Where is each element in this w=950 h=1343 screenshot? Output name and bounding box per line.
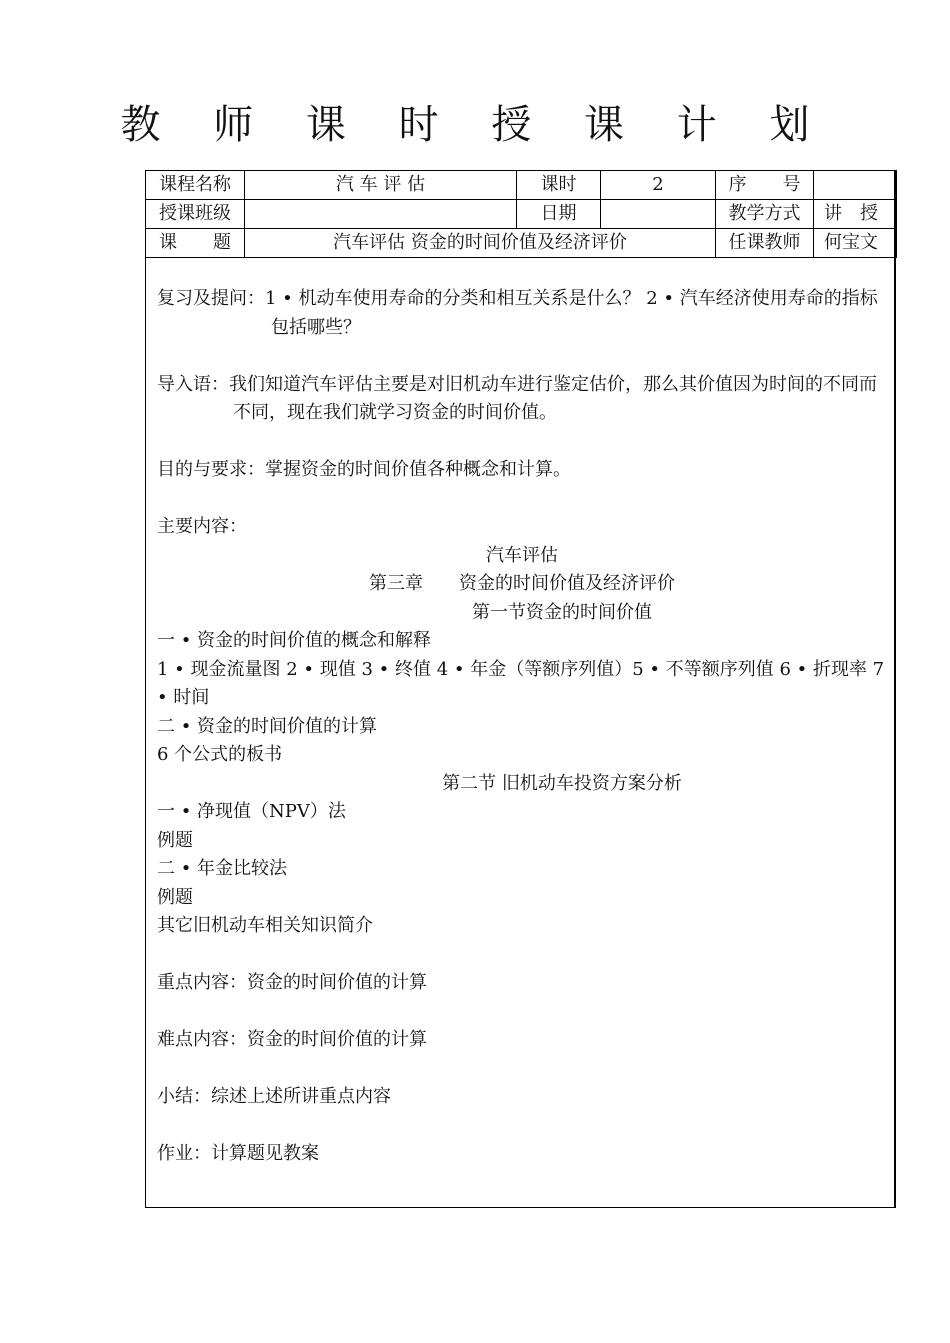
subject-heading: 汽车评估 (486, 544, 558, 566)
topic-label: 课 题 (146, 229, 245, 258)
lesson-content (157, 285, 887, 1169)
annuity-method: 二 • 年金比较法 (157, 858, 288, 879)
class-label: 授课班级 (146, 200, 245, 229)
teacher-label: 任课教师 (716, 229, 814, 258)
method-value: 讲 授 (814, 200, 897, 229)
page-title: 教 师 课 时 授 课 计 划 (120, 102, 830, 148)
summary: 小结：综述上述所讲重点内容 (157, 1086, 391, 1107)
key-points: 重点内容：资金的时间价值的计算 (157, 972, 427, 993)
header-row-3 (146, 229, 897, 258)
item2-detail: 6 个公式的板书 (157, 744, 283, 765)
topic-value: 汽车评估 资金的时间价值及经济评价 (245, 229, 716, 258)
main-content-label: 主要内容： (157, 516, 247, 537)
header-row-2 (146, 200, 897, 229)
goal-text: 目的与要求：掌握资金的时间价值各种概念和计算。 (157, 459, 571, 480)
review-questions: 复习及提问：1 • 机动车使用寿命的分类和相互关系是什么？ 2 • 汽车经济使用寿命的指标包括哪些？ (157, 288, 878, 338)
hours-value: 2 (601, 171, 716, 200)
course-name-label: 课程名称 (146, 171, 245, 200)
item2: 二 • 资金的时间价值的计算 (157, 715, 378, 737)
chapter-heading: 第三章 资金的时间价值及经济评价 (369, 573, 675, 594)
header-table (145, 170, 897, 258)
example-2: 例题 (157, 886, 193, 908)
item1: 一 • 资金的时间价值的概念和解释 (157, 630, 432, 651)
seq-label: 序 号 (716, 171, 814, 200)
section2-heading: 第二节 旧机动车投资方案分析 (442, 772, 682, 794)
header-row-1 (146, 171, 897, 200)
teacher-value: 何宝文 (814, 229, 897, 258)
class-value (245, 200, 517, 229)
item1-list: 1 • 现金流量图 2 • 现值 3 • 终值 4 • 年金（等额序列值）5 • 不等额序列值 6 • 折现率 7 • 时间 (157, 658, 885, 708)
section1-heading: 第一节资金的时间价值 (472, 601, 652, 623)
npv-method: 一 • 净现值（NPV）法 (157, 801, 346, 822)
hours-label: 课时 (517, 171, 601, 200)
method-label: 教学方式 (716, 200, 814, 229)
other-knowledge: 其它旧机动车相关知识简介 (157, 915, 373, 936)
example-1: 例题 (157, 829, 193, 851)
date-value (601, 200, 716, 229)
course-name-value: 汽 车 评 估 (245, 171, 517, 200)
intro-text: 导入语：我们知道汽车评估主要是对旧机动车进行鉴定估价，那么其价值因为时间的不同而不同，现在我们就学习资金的时间价值。 (157, 373, 877, 423)
difficult-points: 难点内容：资金的时间价值的计算 (157, 1029, 427, 1050)
homework: 作业：计算题见教案 (157, 1143, 319, 1164)
seq-value (814, 171, 897, 200)
date-label: 日期 (517, 200, 601, 229)
